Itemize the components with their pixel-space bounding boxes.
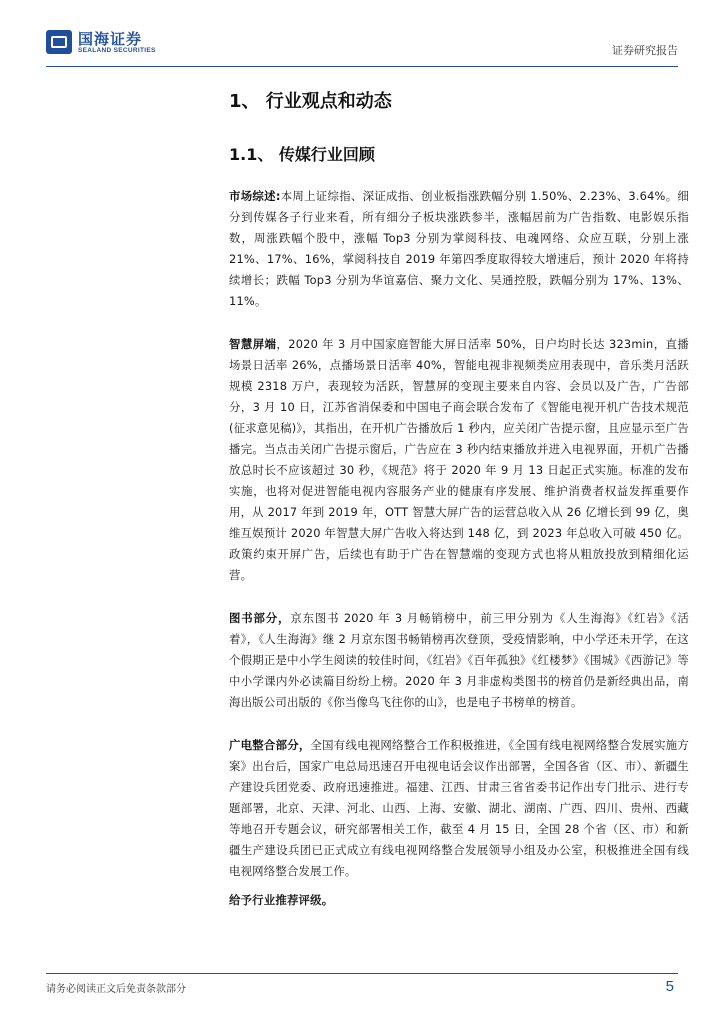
- books-lead: 图书部分，: [229, 611, 291, 625]
- section-title: 1、 行业观点和动态: [229, 91, 392, 112]
- company-logo-cn: 国海证券: [78, 30, 143, 48]
- page-header: [46, 28, 678, 64]
- subsection-title: 1.1、 传媒行业回顾: [229, 145, 375, 164]
- footer-divider: [46, 973, 678, 974]
- company-logo-en: SEALAND SECURITIES: [78, 47, 156, 54]
- header-divider: [46, 66, 678, 67]
- smart-screen-body: ，2020 年 3 月中国家庭智能大屏日活率 50%，日户均时长达 323min，直播场景日活率 26%，点播场景日活率 40%，智能电视非视频类应用表现中，音乐类月活跃规模 2318 万户，表现较为活跃，智慧屏的变现主要来自内容、会员以及广告，广告部分，3 月 10 日，江苏省消保委和中国电子商会联合发布了《智能电视开机广告技术规范(征求意见稿)》，其指出，在开机广告播放后 1 秒内，应关闭广告提示窗，且应显示至广告播完。当点击关闭广告提示窗后，广告应在 3 秒内结束播放并进入电视界面，开机广告播放总时长不应该超过 30 秒，《规范》将于 2020 年 9 月 13 日起正式实施。标准的发布实施，也将对促进智能电视内容服务产业的健康有序发展、维护消费者权益发挥重要作用，从 2017 年到 2019 年，OTT 智慧大屏广告的运营总收入从 26 亿增长到 99 亿，奥维互娱预计 2020 年智慧大屏广告收入将达到 148 亿，到 2023 年总收入可破 450 亿。政策约束开屏广告，后续也有助于广告在智慧端的变现方式也将从粗放投放到精细化运营。: [229, 337, 689, 582]
- company-logo-icon: [46, 30, 72, 54]
- main-content: [229, 86, 689, 911]
- broadcast-lead: 广电整合部分，: [229, 738, 311, 752]
- report-type-label: 证券研究报告: [612, 44, 678, 57]
- market-summary-paragraph: [229, 186, 689, 312]
- smart-screen-lead: 智慧屏端: [229, 337, 277, 351]
- market-summary-lead: 市场综述:: [229, 189, 281, 203]
- page-number: 5: [665, 978, 674, 995]
- broadcast-body: 全国有线电视网络整合工作积极推进，《全国有线电视网络整合发展实施方案》出台后，国家广电总局迅速召开电视电话会议作出部署，全国各省（区、市）、新疆生产建设兵团党委、政府迅速推进。福建、江西、甘肃三省省委书记作出专门批示、进行专题部署，北京、天津、河北、山西、上海、安徽、湖北、湖南、广西、四川、贵州、西藏等地召开专题会议，研究部署相关工作，截至 4 月 15 日，全国 28 个省（区、市）和新疆生产建设兵团已正式成立有线电视网络整合发展领导小组及办公室，积极推进全国有线电视网络整合发展工作。: [229, 738, 690, 878]
- rating-statement: 给予行业推荐评级。: [229, 893, 334, 907]
- broadcast-paragraph: [229, 735, 689, 882]
- books-paragraph: [229, 608, 689, 713]
- books-body: 京东图书 2020 年 3 月畅销榜中，前三甲分别为《人生海海》《红岩》《活着》，《人生海海》继 2 月京东图书畅销榜再次登顶，受疫情影响，中小学还未开学，在这个假期正是中小学生阅读的较佳时间，《红岩》《百年孤独》《红楼梦》《围城》《西游记》等中小学课内外必读篇目纷纷上榜。2020 年 3 月非虚构类图书的榜首仍是新经典出品，南海出版公司出版的《你当像鸟飞往你的山》，也是电子书榜单的榜首。: [229, 611, 689, 709]
- market-summary-body: 本周上证综指、深证成指、创业板指涨跌幅分别 1.50%、2.23%、3.64%。细分到传媒各子行业来看，所有细分子板块涨跌参半，涨幅居前为广告指数、电影娱乐指数，周涨跌幅个股中，涨幅 Top3 分别为掌阅科技、电魂网络、众应互联，分别上涨 21%、17%、16%，掌阅科技自 2019 年第四季度取得较大增速后，预计 2020 年将持续增长；跌幅 Top3 分别为华谊嘉信、聚力文化、吴通控股，跌幅分别为 17%、13%、11%。: [229, 189, 689, 308]
- disclaimer-note: 请务必阅读正文后免责条款部分: [46, 984, 186, 995]
- smart-screen-paragraph: [229, 334, 689, 586]
